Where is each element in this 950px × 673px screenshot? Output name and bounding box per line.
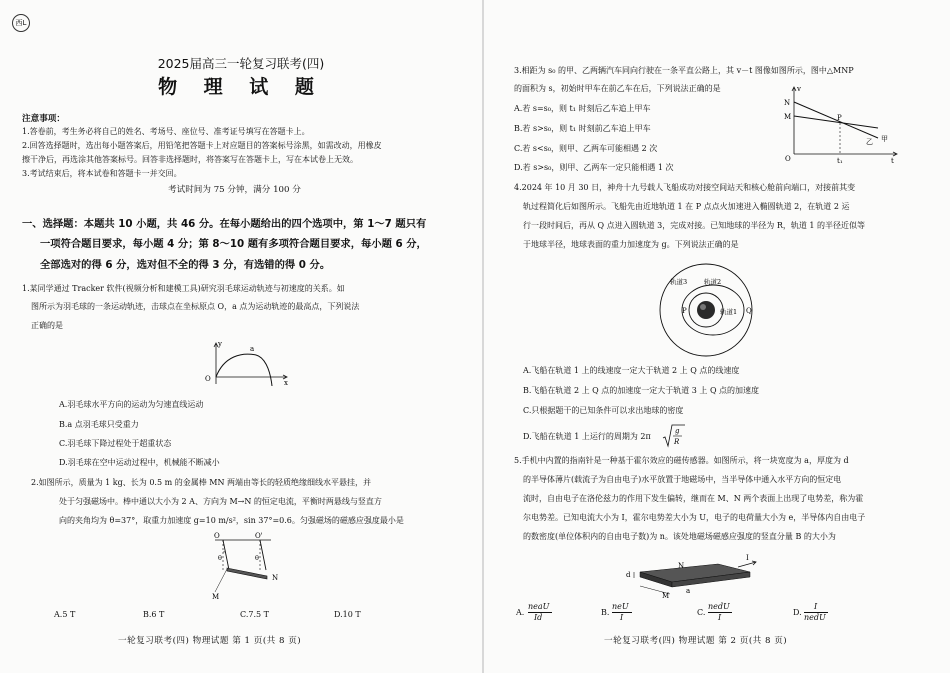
pivot-o-label: O bbox=[214, 532, 220, 540]
question-4-text: 行一段时间后，再从 Q 点进入圆轨道 3，完成对接。已知地球的半径为 R，轨道 1 的半径近似等 bbox=[523, 221, 866, 230]
exam-page-2 bbox=[484, 0, 950, 673]
option-numerator: neaU bbox=[528, 602, 550, 611]
surface-n-label: N bbox=[678, 562, 685, 570]
point-m-label: M bbox=[784, 113, 792, 121]
q4-option-a: A.飞船在轨道 1 上的线速度一定大于轨道 2 上 Q 点的线速度 bbox=[523, 366, 740, 375]
question-1-text: 正确的是 bbox=[31, 321, 63, 330]
section-heading: 一、选择题：本题共 10 小题，共 46 分。在每小题给出的四个选项中，第 1～7 题只有 bbox=[22, 218, 427, 230]
question-1-text: 1.某同学通过 Tracker 软件(视频分析和建模工具)研究羽毛球运动轨迹与初速度的关系。如 bbox=[22, 284, 345, 293]
pivot-o-prime-label: O' bbox=[255, 532, 263, 540]
end-m-label: M bbox=[212, 593, 220, 601]
orbit-figure bbox=[656, 262, 756, 358]
page-footer: 一轮复习联考(四) 物理试题 第 2 页(共 8 页) bbox=[604, 636, 788, 646]
q2-option-d: D.10 T bbox=[334, 610, 361, 619]
metal-rod bbox=[227, 568, 267, 579]
q3-option-d: D.若 s>s₀，则甲、乙两车一定只能相遇 1 次 bbox=[514, 163, 674, 172]
hall-plate-figure bbox=[626, 556, 766, 598]
q1-option-c: C.羽毛球下降过程处于超重状态 bbox=[59, 439, 172, 448]
x-axis-label: x bbox=[284, 379, 288, 387]
question-5-text: 的半导体薄片(载流子为自由电子)水平放置于地磁场中，当半导体中通入水平方向的恒定电 bbox=[523, 475, 842, 484]
point-p-label: P bbox=[837, 114, 842, 122]
t1-label: t₁ bbox=[837, 157, 843, 165]
option-numerator: I bbox=[814, 602, 818, 611]
orbit-3-label: 轨道3 bbox=[670, 278, 688, 286]
trajectory-figure bbox=[200, 338, 295, 390]
question-4-text: 于地球半径，地球表面的重力加速度为 g。下列说法正确的是 bbox=[523, 240, 739, 249]
q4-option-b: B.飞船在轨道 2 上 Q 点的加速度一定大于轨道 3 上 Q 点的加速度 bbox=[523, 386, 760, 395]
option-label: A. bbox=[516, 608, 525, 617]
question-2-text: 2.如图所示，质量为 1 kg、长为 0.5 m 的金属棒 MN 两端由等长的轻质绝缘细线水平悬挂，并 bbox=[31, 478, 371, 487]
q1-option-b: B.a 点羽毛球只受重力 bbox=[59, 420, 139, 429]
seal-stamp: 西L bbox=[12, 14, 30, 32]
point-q-label: Q bbox=[746, 307, 752, 315]
t-axis-label: t bbox=[891, 157, 894, 165]
note-line: 3.考试结束后，将本试卷和答题卡一并交回。 bbox=[22, 169, 182, 178]
question-2-text: 处于匀强磁场中。棒中通以大小为 2 A、方向为 M→N 的恒定电流，平衡时两悬线与竖直方 bbox=[59, 497, 382, 506]
line-jia bbox=[794, 102, 878, 138]
question-3-text: 3.相距为 s₀ 的甲、乙两辆汽车同向行驶在一条平直公路上，其 v－t 图像如图所示，图中△MNP bbox=[514, 66, 854, 75]
point-a-label: a bbox=[250, 345, 255, 353]
question-2-text: 向的夹角均为 θ=37°，取重力加速度 g=10 m/s²，sin 37°=0.6。匀强磁场的磁感应强度最小是 bbox=[59, 516, 404, 525]
exam-title: 2025届高三一轮复习联考(四) bbox=[157, 56, 325, 71]
time-note: 考试时间为 75 分钟，满分 100 分 bbox=[168, 185, 301, 195]
notes-heading: 注意事项： bbox=[22, 114, 65, 124]
suspension-thread-right bbox=[260, 540, 266, 570]
option-denominator: I bbox=[718, 613, 722, 622]
vt-graph-figure bbox=[782, 84, 902, 164]
yi-label: 乙 bbox=[866, 138, 873, 146]
option-label: C. bbox=[697, 608, 706, 617]
numerator-g: g bbox=[675, 427, 680, 435]
earth bbox=[697, 301, 715, 319]
theta-left-label: θ bbox=[218, 554, 222, 562]
earth-texture bbox=[700, 304, 706, 310]
q1-option-a: A.羽毛球水平方向的运动为匀速直线运动 bbox=[59, 400, 204, 409]
note-line: 擦干净后，再选涂其他答案标号。回答非选择题时，将答案写在答题卡上，写在本试卷上无效。 bbox=[22, 155, 358, 164]
orbit-1-label: 轨道1 bbox=[720, 308, 738, 316]
section-heading: 一项符合题目要求，每小题 4 分；第 8～10 题有多项符合题目要求，每小题 6 分， bbox=[40, 238, 427, 250]
q3-option-c: C.若 s<s₀，则甲、乙两车可能相遇 2 次 bbox=[514, 144, 658, 153]
option-denominator: nedU bbox=[804, 613, 826, 622]
question-3-text: 的面积为 s，初始时甲车在前乙车在后，下列说法正确的是 bbox=[514, 84, 721, 93]
line-yi bbox=[794, 116, 878, 128]
theta-right-label: θ bbox=[255, 554, 259, 562]
shuttlecock-trajectory bbox=[216, 354, 272, 386]
q3-option-a: A.若 s=s₀，则 t₁ 时刻后乙车追上甲车 bbox=[514, 104, 651, 113]
surface-m-label: M bbox=[662, 592, 670, 600]
question-5-text: 尔电势差。已知电流大小为 I，霍尔电势差大小为 U，电子的电荷量大小为 e，半导体内自由电子 bbox=[523, 513, 866, 522]
end-n-label: N bbox=[272, 574, 279, 582]
origin-label: O bbox=[785, 155, 791, 163]
page-footer: 一轮复习联考(四) 物理试题 第 1 页(共 8 页) bbox=[118, 636, 302, 646]
point-p-label: P bbox=[682, 307, 687, 315]
q3-option-b: B.若 s>s₀，则 t₁ 时刻前乙车追上甲车 bbox=[514, 124, 651, 133]
origin-label: O bbox=[205, 375, 211, 383]
current-i-label: I bbox=[746, 554, 749, 562]
v-axis-label: v bbox=[797, 85, 801, 93]
option-numerator: nedU bbox=[708, 602, 730, 611]
note-line: 2.回答选择题时，选出每小题答案后，用铅笔把答题卡上对应题目的答案标号涂黑，如需改动，用橡皮 bbox=[22, 141, 382, 150]
q4-option-c: C.只根据题干的已知条件可以求出地球的密度 bbox=[523, 406, 684, 415]
question-5-text: 流时，自由电子在洛伦兹力的作用下发生偏转，继而在 M、N 两个表面上出现了电势差，称为霍 bbox=[523, 494, 864, 503]
thickness-d-label: d bbox=[626, 571, 631, 579]
y-axis-label: y bbox=[218, 340, 222, 348]
width-a-label: a bbox=[686, 587, 691, 595]
option-denominator: Id bbox=[534, 613, 543, 622]
q2-option-b: B.6 T bbox=[143, 610, 165, 619]
rod-end-line bbox=[215, 569, 227, 592]
option-label: D. bbox=[793, 608, 802, 617]
option-denominator: I bbox=[620, 613, 624, 622]
question-4-text: 轨过程简化后如图所示。飞船先由近地轨道 1 在 P 点点火加速进入椭圆轨道 2，在轨道 2 运 bbox=[523, 202, 850, 211]
q1-option-d: D.羽毛球在空中运动过程中，机械能不断减小 bbox=[59, 458, 220, 467]
point-n-label: N bbox=[784, 99, 791, 107]
q4-option-d: D.飞船在轨道 1 上运行的周期为 2π bbox=[523, 432, 651, 441]
q2-option-a: A.5 T bbox=[54, 610, 76, 619]
metal-rod-figure bbox=[205, 530, 295, 600]
question-4-text: 4.2024 年 10 月 30 日，神舟十九号载人飞船成功对接空间站天和核心舱前向端口，对接前其变 bbox=[514, 183, 856, 192]
section-heading: 全部选对的得 6 分，选对但不全的得 3 分，有选错的得 0 分。 bbox=[40, 259, 331, 271]
jia-label: 甲 bbox=[881, 135, 888, 143]
option-label: B. bbox=[601, 608, 610, 617]
sqrt-formula bbox=[662, 423, 686, 449]
suspension-thread-left bbox=[223, 540, 229, 570]
orbit-2-label: 轨道2 bbox=[704, 278, 722, 286]
note-line: 1.答卷前，考生务必将自己的姓名、考场号、座位号、准考证号填写在答题卡上。 bbox=[22, 127, 310, 136]
question-5-text: 的数密度(单位体积内的自由电子数)为 n。该处地磁场磁感应强度的竖直分量 B 的大小为 bbox=[523, 532, 836, 541]
denominator-r: R bbox=[674, 438, 680, 446]
question-1-text: 图所示为羽毛球的一条运动轨迹，击球点在坐标原点 O，a 点为运动轨迹的最高点，下列说法 bbox=[31, 302, 360, 311]
question-5-text: 5.手机中内置的指南针是一种基于霍尔效应的磁传感器。如图所示，将一块宽度为 a，厚度为 d bbox=[514, 456, 849, 465]
exam-subject: 物 理 试 题 bbox=[158, 76, 324, 98]
option-numerator: neU bbox=[612, 602, 629, 611]
q2-option-c: C.7.5 T bbox=[240, 610, 269, 619]
